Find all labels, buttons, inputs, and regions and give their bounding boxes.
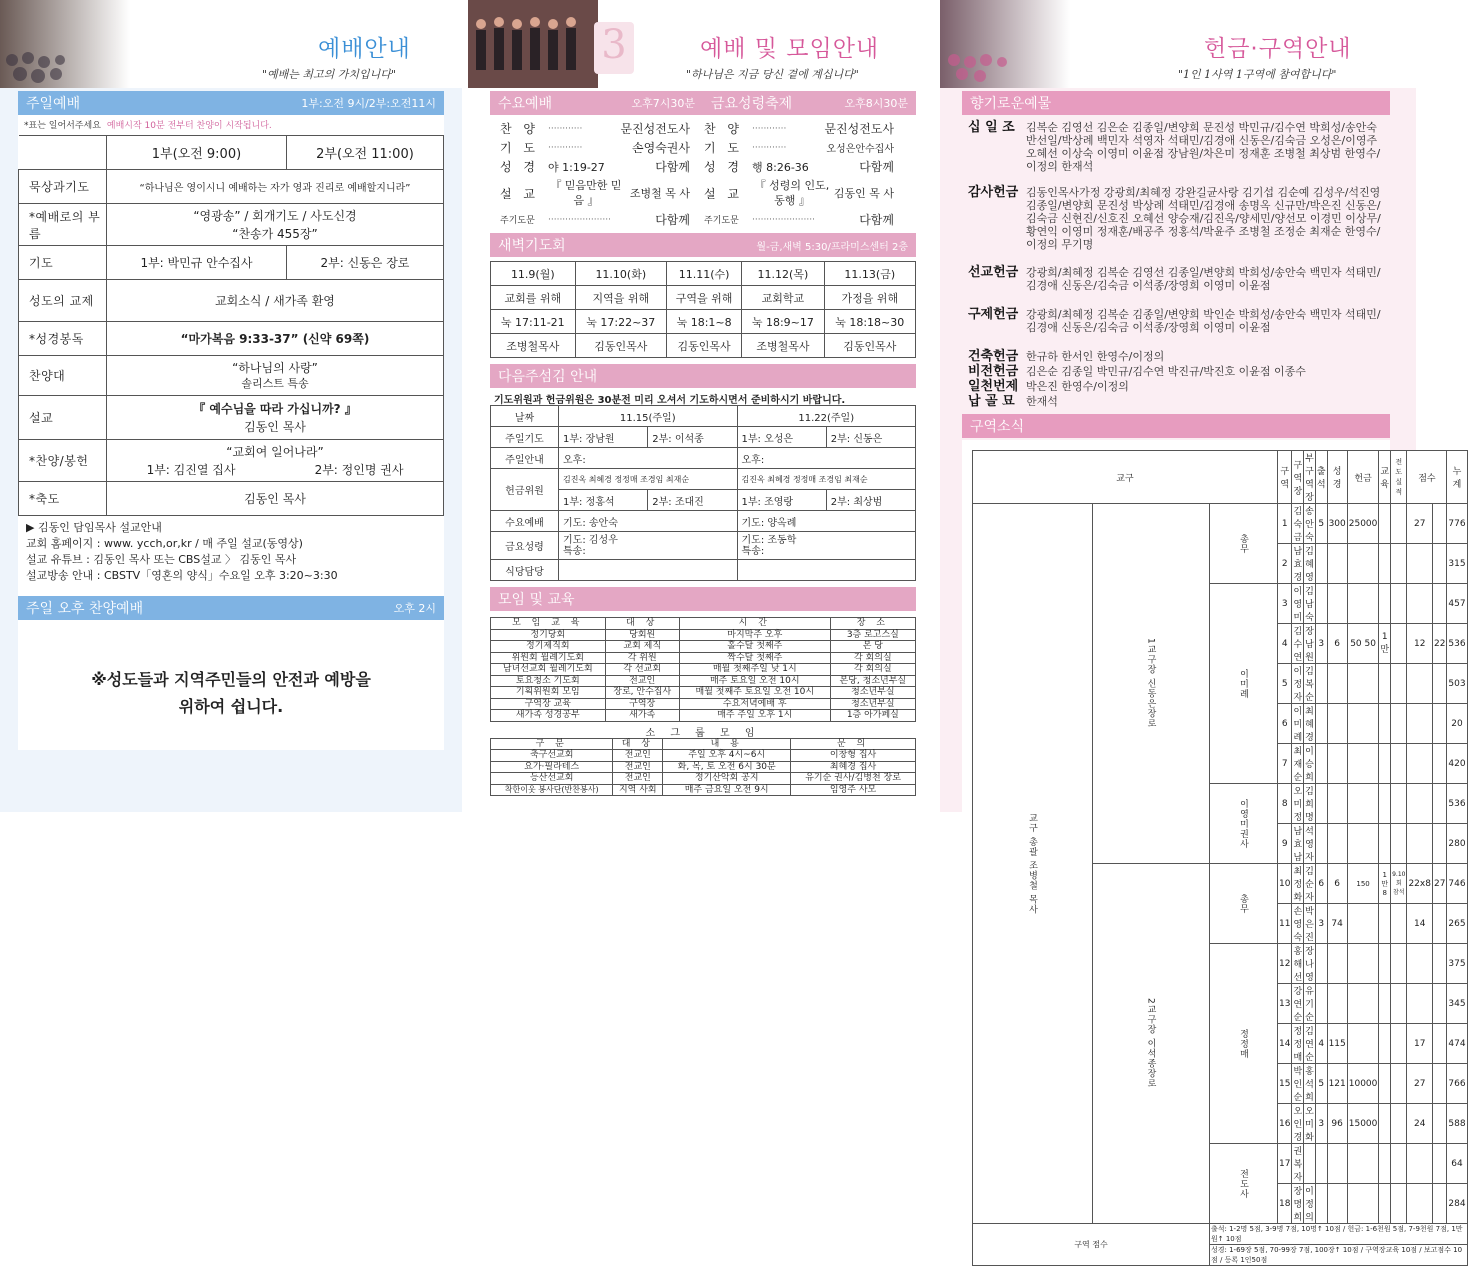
sunday-worship-bar: 주일예배 1부:오전 9시/2부:오전11시	[18, 91, 444, 115]
panel-header	[0, 0, 462, 88]
page-number-box	[594, 22, 634, 74]
next-service-bar: 다음주섬김 안내	[490, 364, 916, 388]
small-group-title: 소 그 룹 모 임	[645, 727, 761, 739]
panel-header	[468, 0, 938, 88]
page-subtitle: "예배는 최고의 가치입니다"	[262, 68, 396, 81]
next-service-note: 기도위원과 헌금위원은 30분전 미리 오셔서 기도하시면서 준비하시기 바랍니다.	[494, 395, 846, 406]
afternoon-worship-bar: 주일 오후 찬양예배 오후 2시	[18, 596, 444, 620]
small-group-table: 구 분 대 상 내 용 문 의 축구선교회 전교인 주일 오후 4시~6시 이창형 집사 요가·필라테스 전교인 화, 목, 토 오전 6시 30분 최혜경 집사 등산선교회 전교인 정기산악회 공지 유기순 권사/김병천 장로 착한이웃 봉사단(반찬봉사) 지역 사회 매주 금요일 오전 9시 임영주 사모	[490, 738, 916, 797]
page-title: 헌금·구역안내	[1204, 36, 1352, 62]
offerings-list: 십 일 조 김복순 김영선 김은순 김종일/변양희 문진성 박민규/김수연 박희성/송안숙 반선일/박상례 백민자 석영자 석태민/김경애 신동은/김숙금 오성은/이영주 오혜선 이상숙 이영미 이윤점 장남원/차은미 정재훈 조병철 최상범 한영수/이정의 한재석 감사헌금 김동인목사가정 강광희/최혜정 강완길균사랑 김기섭 김순예 김성우/석진영 김종일/변양희 문진성 박상례 석태민/김경애 송명옥 신규만/박은진 신동은/김숙금 신현진/신호진 오혜선 양승재/김진옥/양세민/양선모 이경민 이상무/황연익 이영미 정재훈/배공주 정홍석/박윤주 조병철 조정순 최재순 한영수/이정의 무기명 선교헌금 강광희/최혜정 김복순 김영선 김종일/변양희 박희성/송안숙 백민자 석태민/김경애 신동은/김숙금 이석종/장영희 이영미 이윤점 구제헌금 강광희/최혜정 김복순 김종일/변양희 박인순 박희성/송안숙 백민자 석태민/김경애 신동은/김숙금 이석종/장영희 이영미 이윤점 건축헌금 한규하 한서인 한영수/이정의 비전헌금 김은순 김종일 박민규/김수연 박진규/박진호 이윤점 이종수 일천번제 박은진 한영수/이정의 납 골 묘 한재석	[968, 120, 1381, 409]
page-subtitle: "1인 1사역 1구역에 참여합니다"	[1178, 68, 1337, 81]
worship-photo	[940, 0, 1070, 88]
sermon-info: ▶ 김동인 담임목사 설교안내 교회 홈페이지 : www. ycch,or,kr / 매 주일 설교(동영상) 설교 유튜브 : 김동인 목사 또는 CBS설교 〉 김동인 목사 설교방송 안내 : CBSTV「영혼의 양식」수요일 오후 3:20~3:30	[26, 521, 338, 582]
congregation-photo	[0, 0, 130, 88]
choir-photo	[468, 0, 598, 88]
page-number: 3	[601, 22, 627, 68]
afternoon-notice: ※성도들과 지역주민들의 안전과 예방을 위하여 쉽니다.	[91, 670, 371, 716]
page-title: 예배 및 모임안내	[700, 36, 880, 62]
wed-fri-order	[490, 115, 916, 231]
wed-fri-bar: 수요예배 오후7시30분 금요성령축제 오후8시30분	[490, 91, 916, 115]
meetings-bar: 모임 및 교육	[490, 587, 916, 611]
offerings-bar: 향기로운예물	[962, 91, 1390, 115]
next-service-table: 날짜 11.15(주일) 11.22(주일) 주일기도 1부: 장남원 2부: 이석종 1부: 오성은 2부: 신동은 주일안내 오후: 오후: 헌금위원 김진옥 최혜경 정정매 조경임 최재순 김진옥 최혜경 정정매 조경임 최재순 1부: 정홍석 2부: 조대진 1부: 조영랑 2부: 최상범 수요예배 기도: 송안숙 기도: 양옥례 금요성령 기도: 김성우 특송: 기도: 조동학 특송: 식당담당	[490, 405, 916, 581]
district-bar: 구역소식	[962, 414, 1390, 438]
page-subtitle: "하나님은 지금 당신 곁에 계십니다"	[686, 68, 859, 81]
meetings-table: 모 임 교 육 대 상 시 간 장 소 정기당회 당회원 마지막주 오후 3층 로고스실 정기제직회 교회 제직 홀수달 첫째주 본 당 위원회 월례기도회 각 위원 짝수달 첫째주 각 회의실 남녀선교회 월례기도회 각 선교회 매월 첫째주일 낮 1시 각 회의실 토요청소 기도회 전교인 매주 토요일 오전 10시 본당, 청소년부실 기획위원회 모임 장로, 안수집사 매월 첫째주 토요일 오전 10시 청소년부실 구역장 교육 구역장 수요저녁예배 후 청소년부실 새가족 성경공부 새가족 매주 주일 오후 1시 1층 아가페실	[490, 617, 916, 722]
sunday-order-table: 1부(오전 9:00) 2부(오전 11:00) 묵상과기도 “하나님은 영이시니 예배하는 자가 영과 진리로 예배할지니라” *예배로의 부름 “영광송” / 회개기도 / 사도신경 “찬송가 455장” 기도 1부: 박민규 안수집사 2부: 신동은 장로 성도의 교제 교회소식 / 새가족 환영 *성경봉독 “마가복음 9:33-37” (신약 69쪽) 찬양대 “하나님의 사랑” 솔리스트 특송 설교 『 예수님을 따라 가십니까? 』 김동인 목사 *찬양/봉헌 “교회여 일어나라” 1부: 김진열 집사 2부: 정인명 권사 *축도 김동인 목사	[18, 135, 444, 516]
dawn-prayer-bar: 새벽기도회 월-금,새벽 5:30/프라미스센터 2층	[490, 233, 916, 257]
panel-header	[940, 0, 1416, 88]
offering-district-panel	[940, 0, 1466, 1264]
worship-guide-panel	[0, 0, 462, 812]
page-title: 예배안내	[318, 36, 411, 62]
meeting-guide-panel	[468, 0, 938, 812]
fri-order: 찬 양 ············ 문진성전도사 기 도 ············ 오성은안수집사 성 경 행 8:26-36 다함께 설 교 『 성령의 인도, 동행 』 김동인 목 사 주기도문 ······················ 다함께	[704, 122, 894, 227]
wed-order: 찬 양 ············ 문진성전도사 기 도 ············ 손영숙권사 성 경 야 1:19-27 다함께 설 교 『 믿음만한 믿음 』 조병철 목 사 주기도문 ······················ 다함께	[500, 122, 690, 227]
dawn-prayer-table: 11.9(월) 11.10(화) 11.11(수) 11.12(목) 11.13(금) 교회를 위해 지역을 위해 구역을 위해 교회학교 가정을 위해 눅 17:11-21 눅 17:22~37 눅 18:1~8 눅 18:9~17 눅 18:18~30 조병철목사 김동인목사 김동인목사 조병철목사 김동인목사	[490, 261, 916, 358]
standing-note: *표는 일어서주세요 예배시작 10분 전부터 찬양이 시작됩니다.	[24, 121, 272, 131]
district-table: 교구 구역 구역장 부구역장 출석 성경 헌금 교육 전도실적 점수 누계 교구 총괄 조병철 목사 1교구장 신동은장로 총무 1 김숙금 송안숙 5 300 25000 27 776 2 남효경 김혜영 315 이미례 3 이영미 김남숙 457 4 김수연 장남원 3 6 50 50 1만 12 22 536 5 이정자 김복순 503 6 이미례 최혜경 20 7 최재순 이승희 420 이영미권사 8 오미정 김희명 536 9 남효남 석영자 280 2교구장 이석종장로 총무 10 최정화 김순자 6 6 150 1만8 9.10회 참석 22x8 27 746 11 손영숙 박은진 3 74 14 265 정정매 12 홍해선 장나영 375 13 강연순 유기순 345 14 정정매 김연순 4 115 17 474 15 박인순 홍석희 5 121 10000 27 766 16 오인경 오미화 3 96 15000 24 588 전도사 17 권복자 64 18 장명희 이정의 284 구역 점수 출석: 1-2명 5점, 3-9명 7점, 10명↑ 10점 / 헌금: 1-6천원 5점, 7-9천원 7점, 1만원↑ 10점 성경: 1-69장 5점, 70-99장 7점, 100장↑ 10점 / 구역장교육 10점 / 보고점수 10점 / 등록 1인50점	[972, 450, 1468, 1266]
